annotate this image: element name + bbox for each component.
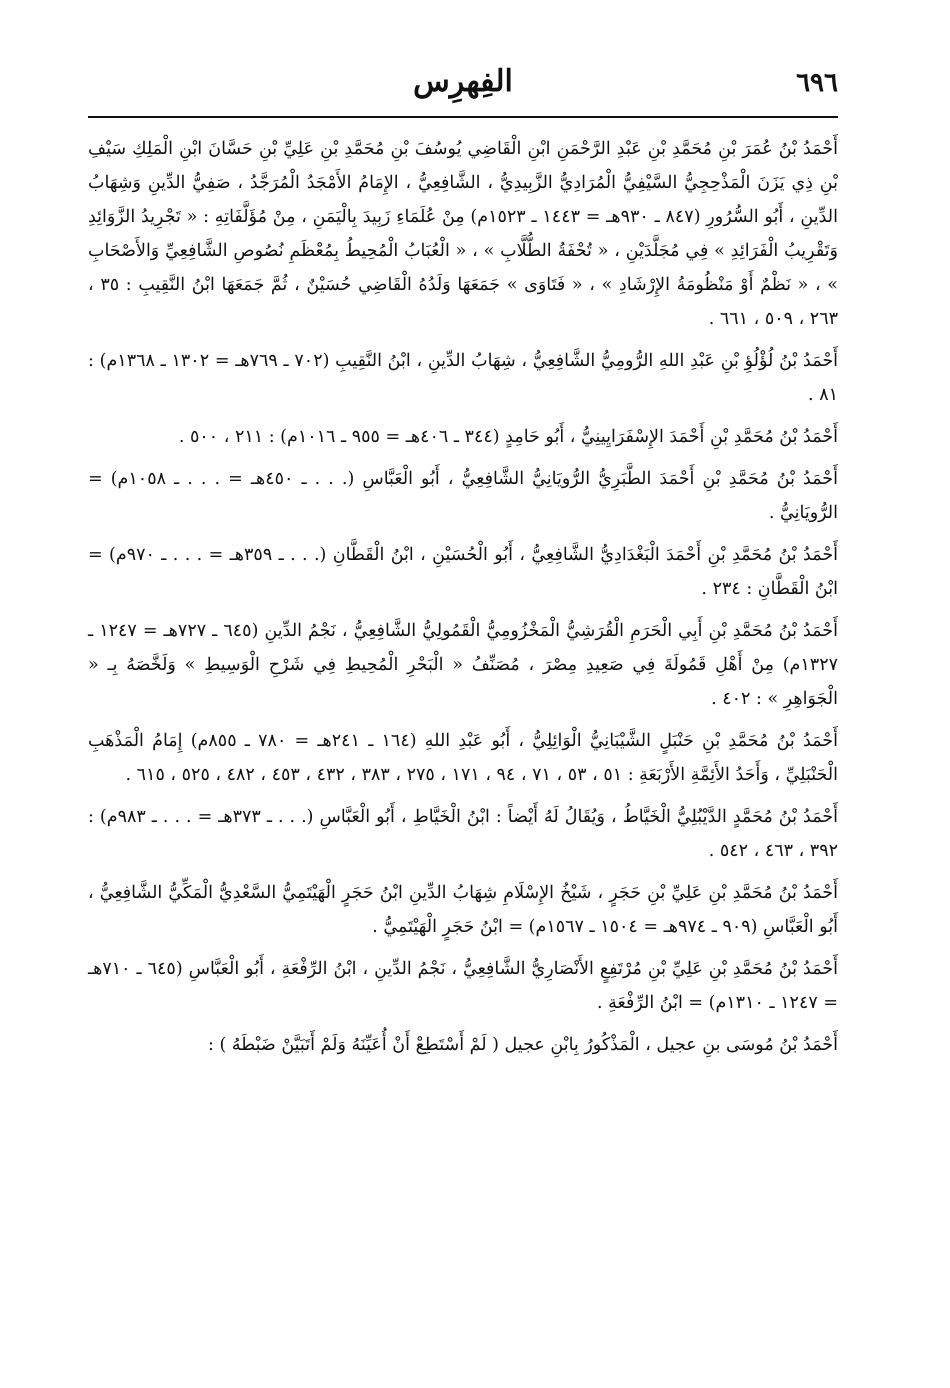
- index-entry: أَحْمَدُ بْنُ مُحَمَّدِ بْنِ حَنْبَلٍ الشَّيْبَانِيُّ الْوَائِلِيُّ ، أَبُو عَبْدِ اللهِ (١٦٤ ـ ٢٤١هـ = ٧٨٠ ـ ٨٥٥م) إِمَامُ الْمَذْهَبِ الْحَنْبَلِيِّ ، وَأَحَدُ الأَئِمَّةِ الأَرْبَعَةِ : ٥١ ، ٥٣ ، ٧١ ، ٩٤ ، ١٧١ ، ٢٧٥ ، ٣٨٣ ، ٤٣٢ ، ٤٥٣ ، ٤٨٢ ، ٥٢٥ ، ٦١٥ .: [88, 731, 838, 785]
- index-entry: أَحْمَدُ بْنُ عُمَرَ بْنِ مُحَمَّدِ بْنِ عَبْدِ الرَّحْمَنِ ابْنِ الْقَاضِي يُوسُفَ بْنِ مُحَمَّدِ بْنِ عَلِيِّ بْنِ حَسَّانَ ابْنِ الْمَلِكِ سَيْفِ بْنِ ذِي يَزَنَ الْمَذْحِجِيُّ السَّيْفِيُّ الْمُرَادِيُّ الزَّبِيدِيُّ ، الشَّافِعِيُّ ، الإِمَامُ الأَمْجَدُ الْمُرَجَّدُ ، صَفِيُّ الدِّينِ وَشِهَابُ الدِّينِ ، أَبُو السُّرُورِ (٨٤٧ ـ ٩٣٠هـ = ١٤٤٣ ـ ١٥٢٣م) مِنْ عُلَمَاءِ زَبِيدَ بِالْيَمَنِ ، مِنْ مُؤَلَّفَاتِهِ : « تَجْرِيدُ الزَّوَائِدِ وَتَقْرِيبُ الْفَرَائِدِ » فِي مُجَلَّدَيْنِ ، « تُحْفَةُ الطُّلَّابِ » ، « الْعُبَابُ الْمُحِيطُ بِمُعْظَمِ نُصُوصِ الشَّافِعِيِّ وَالأَصْحَابِ » ، « نَظْمٌ أَوْ مَنْظُومَةُ الإِرْشَادِ » ، « فَتَاوَى » جَمَعَهَا وَلَدُهُ الْقَاضِي حُسَيْنٌ ، ثُمَّ جَمَعَهَا ابْنُ النَّقِيبِ : ٣٥ ، ٢٦٣ ، ٥٠٩ ، ٦٦١ .: [88, 139, 838, 329]
- index-entry: أَحْمَدُ بْنُ مُحَمَّدِ بْنِ أَحْمَدَ الإِسْفَرَايِينِيُّ ، أَبُو حَامِدٍ (٣٤٤ ـ ٤٠٦هـ = ٩٥٥ ـ ١٠١٦م) : ٢١١ ، ٥٠٠ .: [178, 427, 838, 447]
- index-entry: أَحْمَدُ بْنُ مُحَمَّدِ بْنِ عَلِيِّ بْنِ مُرْتَفِعٍ الأَنْصَارِيُّ الشَّافِعِيُّ ، نَجْمُ الدِّينِ ، ابْنُ الرِّفْعَةِ ، أَبُو الْعَبَّاسِ (٦٤٥ ـ ٧١٠هـ = ١٢٤٧ ـ ١٣١٠م) = ابْنُ الرِّفْعَةِ .: [88, 959, 838, 1013]
- index-page: [88, 60, 838, 1360]
- index-entry: أَحْمَدُ بْنُ مُحَمَّدِ بْنِ أَحْمَدَ الطَّبَرِيُّ الرُّويَانِيُّ الشَّافِعِيُّ ، أَبُو الْعَبَّاسِ (. . . ـ ٤٥٠هـ = . . . ـ ١٠٥٨م) = الرُّويَانِيُّ .: [88, 469, 838, 523]
- index-entry: أَحْمَدُ بْنُ مُوسَى بنِ عجيل ، الْمَذْكُورُ بِابْنِ عجيل ( لَمْ أَسْتَطِعْ أَنْ أُعَيِّنَهُ وَلَمْ أَتَبَيَّنْ ضَبْطَهُ ) :: [208, 1035, 838, 1055]
- header-divider: [88, 116, 838, 118]
- index-entry: أَحْمَدُ بْنُ مُحَمَّدِ بْنِ عَلِيِّ بْنِ حَجَرٍ ، شَيْخُ الإِسْلَامِ شِهَابُ الدِّينِ ابْنُ حَجَرٍ الْهَيْتَمِيُّ السَّعْدِيُّ الْمَكِّيُّ الشَّافِعِيُّ ، أَبُو الْعَبَّاسِ (٩٠٩ ـ ٩٧٤هـ = ١٥٠٤ ـ ١٥٦٧م) = ابْنُ حَجَرٍ الْهَيْتَمِيُّ .: [88, 883, 838, 937]
- index-entry: أَحْمَدُ بْنُ مُحَمَّدٍ الدَّيْبُلِيُّ الْخَيَّاطُ ، وَيُقَالُ لَهُ أَيْضاً : ابْنُ الْخَيَّاطِ ، أَبُو الْعَبَّاسِ (. . . ـ ٣٧٣هـ = . . . ـ ٩٨٣م) : ٣٩٢ ، ٤٦٣ ، ٥٤٢ .: [88, 807, 838, 861]
- index-entry: أَحْمَدُ بْنُ لُؤْلُؤِ بْنِ عَبْدِ اللهِ الرُّومِيُّ الشَّافِعِيُّ ، شِهَابُ الدِّينِ ، ابْنُ النَّقِيبِ (٧٠٢ ـ ٧٦٩هـ = ١٣٠٢ ـ ١٣٦٨م) : ٨١ .: [88, 351, 839, 405]
- page-title: الفِهرِس: [413, 64, 513, 99]
- page-number: ٦٩٦: [796, 68, 838, 98]
- page-header: [88, 60, 838, 116]
- index-entry: أَحْمَدُ بْنُ مُحَمَّدِ بْنِ أَحْمَدَ الْبَغْدَادِيُّ الشَّافِعِيُّ ، أَبُو الْحُسَيْنِ ، ابْنُ الْقَطَّانِ (. . . ـ ٣٥٩هـ = . . . ـ ٩٧٠م) = ابْنُ الْقَطَّانِ : ٢٣٤ .: [88, 545, 838, 599]
- index-entries: [88, 132, 838, 1062]
- index-entry: أَحْمَدُ بْنُ مُحَمَّدِ بْنِ أَبِي الْحَرَمِ الْقُرَشِيُّ الْمَخْزُومِيُّ الْقَمُولِيُّ الشَّافِعِيُّ ، نَجْمُ الدِّينِ (٦٤٥ ـ ٧٢٧هـ = ١٢٤٧ ـ ١٣٢٧م) مِنْ أَهْلِ قَمُولَةَ فِي صَعِيدِ مِصْرَ ، مُصَنِّفُ « الْبَحْرِ الْمُحِيطِ فِي شَرْحِ الْوَسِيطِ » وَلَخَّصَهُ بِـ « الْجَوَاهِرِ » : ٤٠٢ .: [88, 621, 838, 709]
